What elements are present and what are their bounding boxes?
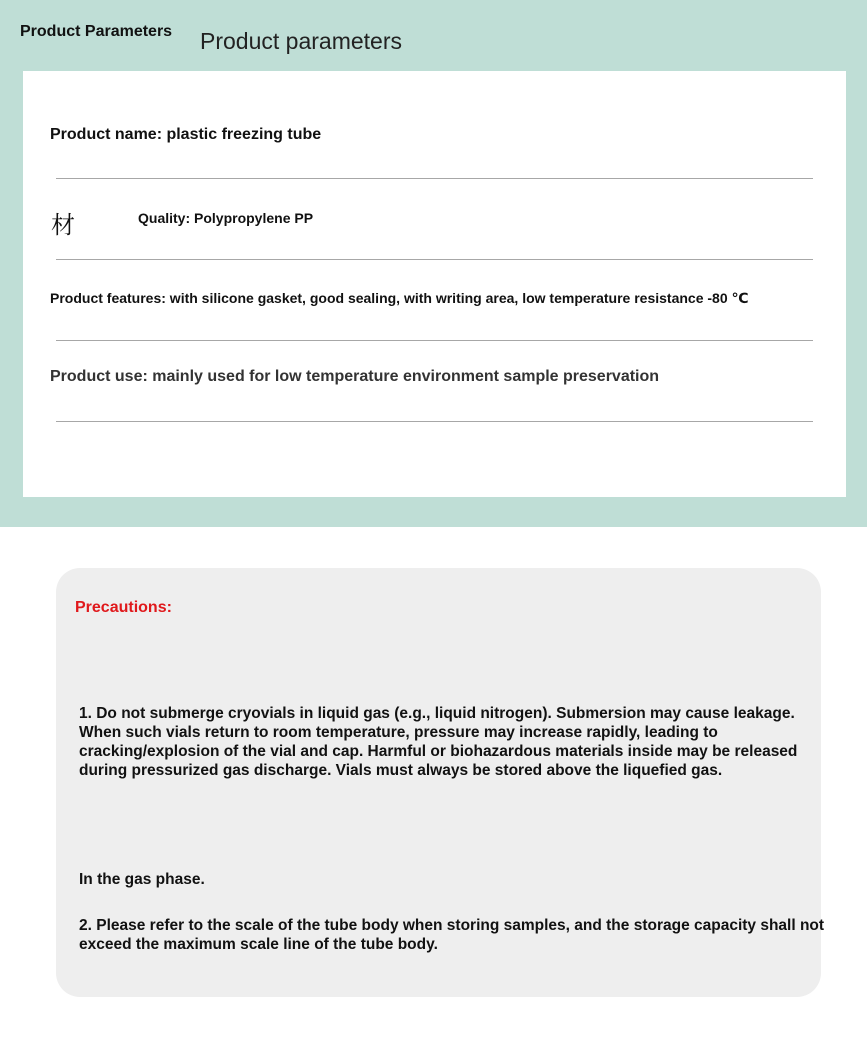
precaution-item: In the gas phase. (79, 871, 205, 888)
product-features: Product features: with silicone gasket, good sealing, with writing area, low temperature resistance -80 ℃ (50, 290, 749, 306)
precaution-item: 2. Please refer to the scale of the tube body when storing samples, and the storage capacity shall not exceed the maximum scale line of the tube body. (79, 917, 825, 953)
product-use: Product use: mainly used for low temperature environment sample preservation (50, 368, 660, 385)
product-material: Quality: Polypropylene PP (138, 210, 314, 226)
parameters-card (23, 71, 846, 497)
precautions-card (56, 568, 825, 997)
tab-label: Product Parameters (20, 23, 173, 40)
divider (56, 259, 813, 260)
divider (56, 421, 813, 422)
material-glyph: 材 (51, 211, 75, 239)
product-name: Product name: plastic freezing tube (50, 126, 322, 143)
precaution-item: 1. Do not submerge cryovials in liquid gas (e.g., liquid nitrogen). Submersion may cause leakage. When such vials return to room temperature, pressure may increase rapidly, leading to cracking/explosion of the vial and cap. Harmful or biohazardous materials inside may be released during pressurized gas discharge. Vials must always be stored above the liquefied gas. (79, 705, 798, 779)
divider (56, 340, 813, 341)
page-title: Product parameters (200, 28, 402, 54)
precautions-title: Precautions: (75, 599, 172, 616)
divider (56, 178, 813, 179)
